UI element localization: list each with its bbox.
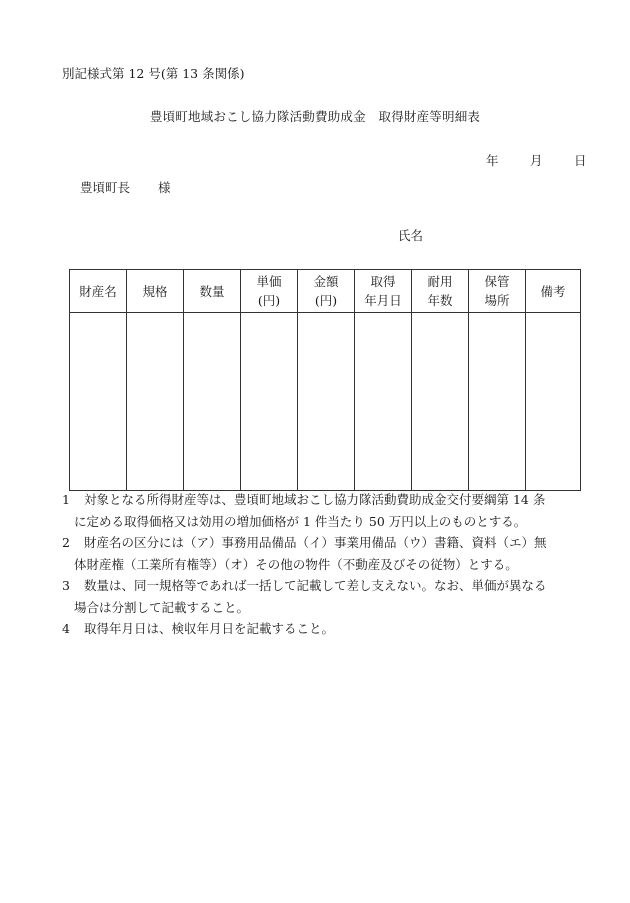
asset-table [69,269,581,491]
date-month-label: 月 [530,153,543,168]
header-unit-price: 単価 (円) [241,270,298,313]
cell-remarks[interactable] [526,313,581,491]
notes [62,489,584,640]
cell-useful-life[interactable] [412,313,469,491]
date-year-label: 年 [486,153,499,168]
note-number: 3 [62,578,70,593]
form-number: 別記様式第 12 号(第 13 条関係) [62,66,245,81]
header-useful-life: 耐用 年数 [412,270,469,313]
addressee-honorific: 様 [158,180,171,195]
header-storage-location: 保管 場所 [469,270,526,313]
cell-asset-name[interactable] [70,313,127,491]
header-amount: 金額 (円) [298,270,355,313]
header-remarks: 備考 [526,270,581,313]
note-item [62,618,584,640]
cell-amount[interactable] [298,313,355,491]
note-item [62,489,584,532]
date-line [486,151,587,169]
document-title: 豊頃町地域おこし協力隊活動費助成金 取得財産等明細表 [149,109,481,124]
header-quantity: 数量 [184,270,241,313]
header-asset-name: 財産名 [70,270,127,313]
note-number: 2 [62,535,70,550]
applicant-name-label: 氏名 [398,228,424,243]
note-text: 財産名の区分には（ア）事務用品備品（イ）事業用備品（ウ）書籍、資料（エ）無 [84,535,547,550]
date-day-label: 日 [574,153,587,168]
cell-unit-price[interactable] [241,313,298,491]
table-header-row [70,270,581,313]
cell-storage-location[interactable] [469,313,526,491]
note-item [62,575,584,618]
cell-specification[interactable] [127,313,184,491]
cell-acquisition-date[interactable] [355,313,412,491]
note-number: 4 [62,621,70,636]
note-text: 対象となる所得財産等は、豊頃町地域おこし協力隊活動費助成金交付要綱第 14 条 [84,492,546,507]
note-text-continued: に定める取得価格又は効用の増加価格が 1 件当たり 50 万円以上のものとする。 [74,513,527,529]
header-acquisition-date: 取得 年月日 [355,270,412,313]
addressee-name: 豊頃町長 [80,180,131,195]
note-number: 1 [62,492,70,507]
note-item [62,532,584,575]
note-text-continued: 場合は分割して記載すること。 [74,599,250,615]
note-text-continued: 体財産権（工業所有権等）（オ）その他の物件（不動産及びその従物）とする。 [74,556,518,572]
header-specification: 規格 [127,270,184,313]
note-text: 取得年月日は、検収年月日を記載すること。 [84,621,335,636]
note-text: 数量は、同一規格等であれば一括して記載して差し支えない。なお、単価が異なる [84,578,547,593]
table-row [70,313,581,491]
cell-quantity[interactable] [184,313,241,491]
addressee [80,178,171,196]
